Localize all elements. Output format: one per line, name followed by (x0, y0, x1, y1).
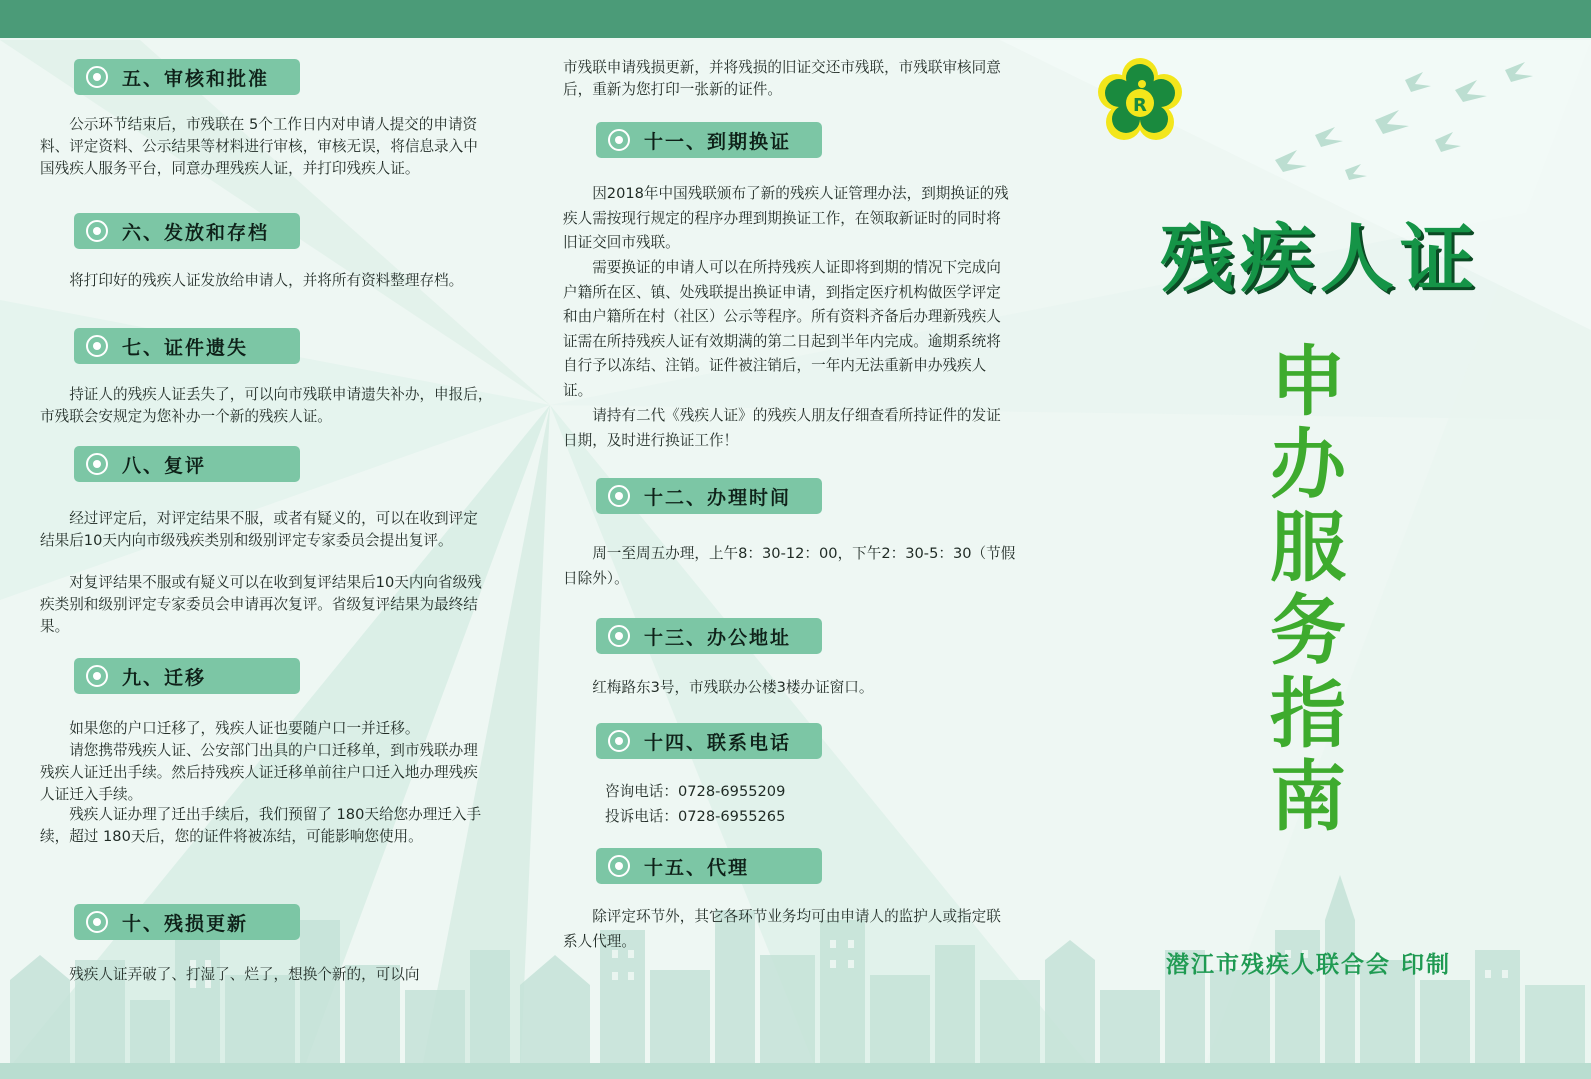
complaint-phone: 投诉电话：0728-6955265 (605, 808, 786, 825)
section-heading-re-evaluation (74, 446, 300, 482)
bullet-circle-icon (86, 66, 108, 88)
section-paragraph: 因2018年中国残联颁布了新的残疾人证管理办法，到期换证的残疾人需按现行规定的程序办理到期换证工作，在领取新证时的同时将旧证交回市残联。 (563, 185, 1009, 251)
section-heading-lost-certificate (74, 328, 300, 364)
section-heading-contact-phone (596, 723, 822, 759)
section-paragraph: 残疾人证办理了迁出手续后，我们预留了 180天给您办理迁入手续，超过 180天后，您的证件将被冻结，可能影响您使用。 (40, 806, 482, 845)
section-paragraph: 红梅路东3号，市残联办公楼3楼办证窗口。 (592, 679, 874, 696)
svg-text:R: R (1133, 95, 1147, 116)
section-paragraph: 公示环节结束后，市残联在 5个工作日内对申请人提交的申请资料、评定资料、公示结果等材料进行审核，审核无误，将信息录入中国残疾人服务平台，同意办理残疾人证，并打印残疾人证。 (40, 116, 478, 177)
subtitle-char: 指 (1270, 669, 1346, 758)
section-paragraph: 请您携带残疾人证、公安部门出具的户口迁移单，到市残联办理残疾人证迁出手续。然后持残疾人证迁移单前往户口迁入地办理残疾人证迁入手续。 (40, 742, 478, 803)
section-paragraph: 对复评结果不服或有疑义可以在收到复评结果后10天内向省级残疾类别和级别评定专家委员会申请再次复评。省级复评结果为最终结果。 (40, 574, 482, 635)
section-heading-damage-renewal (74, 904, 300, 940)
bullet-circle-icon (608, 625, 630, 647)
section-paragraph: 将打印好的残疾人证发放给申请人，并将所有资料整理存档。 (69, 272, 464, 289)
brochure-title: 残疾人证 (1160, 216, 1480, 302)
subtitle-char: 务 (1270, 586, 1346, 675)
section-heading-text: 五、审核和批准 (122, 67, 270, 90)
section-heading-office-hours (596, 478, 822, 514)
section-heading-expiry-renewal (596, 122, 822, 158)
section-paragraph: 除评定环节外，其它各环节业务均可由申请人的监护人或指定联系人代理。 (563, 908, 1001, 950)
top-bar (0, 0, 1591, 38)
printer-credit: 潜江市残疾人联合会 印制 (1166, 952, 1452, 978)
subtitle-char: 南 (1270, 752, 1346, 841)
section-paragraph: 如果您的户口迁移了，残疾人证也要随户口一并迁移。 (69, 720, 420, 737)
section-heading-text: 七、证件遗失 (122, 336, 249, 359)
section-paragraph: 请持有二代《残疾人证》的残疾人朋友仔细查看所持证件的发证日期，及时进行换证工作！ (563, 407, 1001, 449)
bullet-circle-icon (86, 453, 108, 475)
bottom-bar (0, 1063, 1591, 1079)
section-heading-office-address (596, 618, 822, 654)
section-paragraph: 需要换证的申请人可以在所持残疾人证即将到期的情况下完成向户籍所在区、镇、处残联提出换证申请，到指定医疗机构做医学评定和由户籍所在村（社区）公示等程序。所有资料齐备后办理新残疾人证需在所持残疾人证有效期满的第二日起到半年内完成。逾期系统将自行予以冻结、注销。证件被注销后，一年内无法重新申办残疾人证。 (563, 259, 1001, 399)
continued-paragraph: 市残联申请残损更新，并将残损的旧证交还市残联，市残联审核同意后，重新为您打印一张新的证件。 (563, 59, 1001, 98)
section-heading-text: 十五、代理 (644, 856, 750, 879)
section-paragraph: 残疾人证弄破了、打湿了、烂了，想换个新的，可以向 (69, 966, 420, 983)
bullet-circle-icon (86, 220, 108, 242)
section-heading-text: 十一、到期换证 (644, 130, 792, 153)
section-heading-text: 八、复评 (122, 454, 207, 477)
section-paragraph: 持证人的残疾人证丢失了，可以向市残联申请遗失补办，申报后，市残联会安规定为您补办一个新的残疾人证。 (40, 386, 493, 425)
section-heading-issue-archive (74, 213, 300, 249)
section-heading-text: 十四、联系电话 (644, 731, 792, 754)
section-heading-text: 九、迁移 (122, 666, 207, 689)
subtitle-char: 服 (1270, 503, 1346, 592)
bullet-circle-icon (86, 911, 108, 933)
section-heading-text: 十、残损更新 (122, 912, 249, 935)
section-heading-text: 十三、办公地址 (644, 626, 792, 649)
consult-phone: 咨询电话：0728-6955209 (605, 783, 786, 800)
section-heading-review-approval (74, 59, 300, 95)
subtitle-char: 申 (1270, 337, 1346, 426)
bullet-circle-icon (86, 335, 108, 357)
brochure-subtitle-vertical (1268, 337, 1348, 841)
section-heading-agency (596, 848, 822, 884)
bullet-circle-icon (608, 129, 630, 151)
section-paragraph: 经过评定后，对评定结果不服，或者有疑义的，可以在收到评定结果后10天内向市级残疾类别和级别评定专家委员会提出复评。 (40, 510, 478, 549)
section-heading-text: 六、发放和存档 (122, 221, 270, 244)
section-heading-relocation (74, 658, 300, 694)
disabled-persons-federation-logo-icon (1098, 58, 1182, 144)
bullet-circle-icon (608, 485, 630, 507)
bullet-circle-icon (608, 730, 630, 752)
subtitle-char: 办 (1270, 420, 1346, 509)
section-paragraph: 周一至周五办理，上午8：30-12：00，下午2：30-5：30（节假日除外）。 (563, 545, 1016, 587)
bullet-circle-icon (608, 855, 630, 877)
flying-birds-illustration (1255, 60, 1555, 200)
section-heading-text: 十二、办理时间 (644, 486, 792, 509)
bullet-circle-icon (86, 665, 108, 687)
